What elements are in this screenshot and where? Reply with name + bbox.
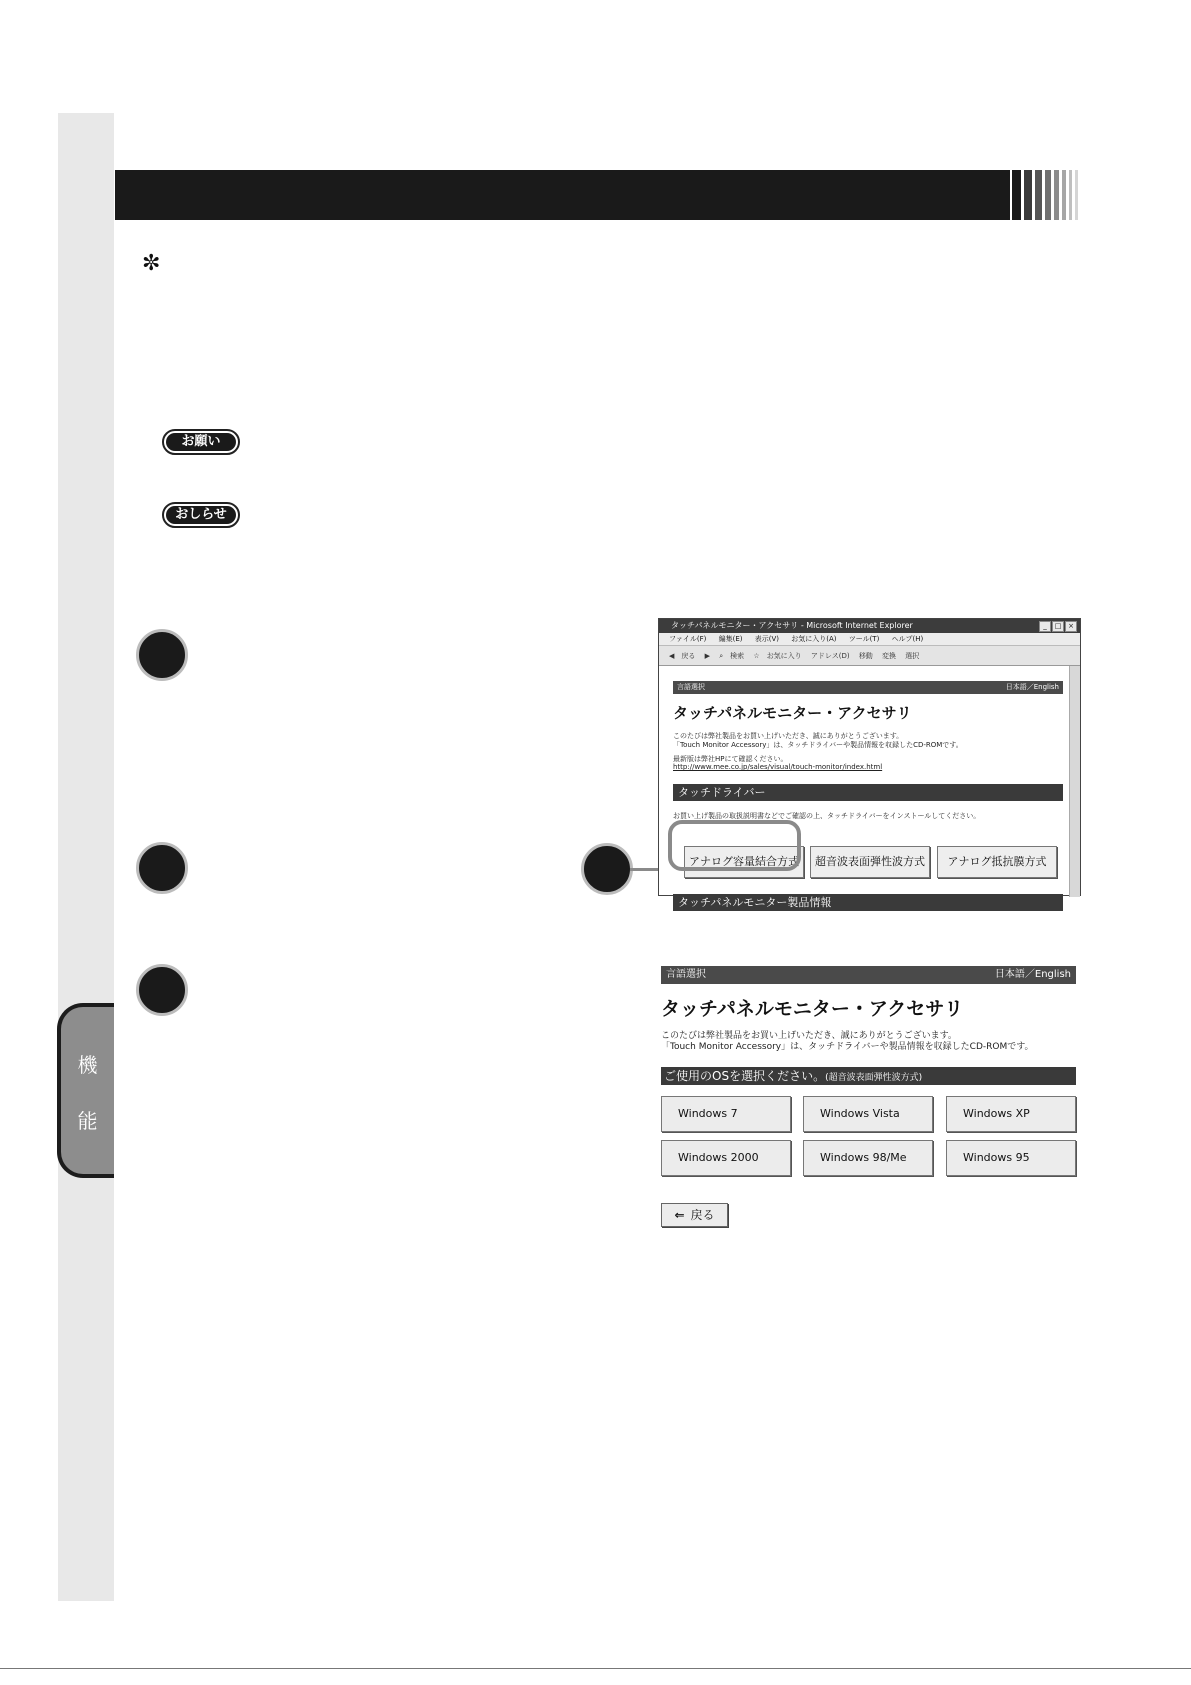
menu-help[interactable]: ヘルプ(H) bbox=[891, 635, 924, 643]
menu-favorites[interactable]: お気に入り(A) bbox=[791, 635, 837, 643]
ie-scrollbar[interactable] bbox=[1069, 666, 1080, 897]
os-button-windows-xp[interactable]: Windows XP bbox=[946, 1096, 1076, 1132]
back-button-label: 戻る bbox=[690, 1208, 715, 1222]
touch-driver-section-bar: タッチドライバー bbox=[673, 784, 1063, 801]
menu-file[interactable]: ファイル(F) bbox=[669, 635, 707, 643]
ie-window-title: タッチパネルモニター・アクセサリ - Microsoft Internet Explorer bbox=[671, 621, 913, 630]
ie-titlebar bbox=[659, 619, 1080, 633]
language-switch[interactable]: 日本語／English bbox=[994, 969, 1071, 980]
section-tab-char-2: 能 bbox=[77, 1109, 98, 1133]
step-marker-2 bbox=[136, 842, 188, 894]
flower-bullet-icon: ✼ bbox=[142, 251, 161, 276]
back-button[interactable] bbox=[661, 1203, 728, 1227]
os-button-windows-98-me[interactable]: Windows 98/Me bbox=[803, 1140, 933, 1176]
toolbar-back[interactable]: 戻る bbox=[681, 652, 696, 660]
intro-line-2: 「Touch Monitor Accessory」は、タッチドライバーや製品情報を収録したCD-ROMです。 bbox=[673, 741, 963, 749]
oshirase-badge bbox=[162, 502, 240, 528]
left-arrow-icon: ⇐ bbox=[674, 1208, 685, 1222]
language-bar-label: 言語選択 bbox=[666, 969, 706, 980]
section-tab bbox=[57, 1003, 114, 1178]
maximize-icon[interactable]: □ bbox=[1052, 621, 1064, 632]
language-bar bbox=[673, 681, 1063, 694]
intro-line-1: このたびは弊社製品をお買い上げいただき、誠にありがとうございます。 bbox=[673, 732, 904, 740]
toolbar-address[interactable]: アドレス(D) bbox=[810, 652, 850, 660]
surface-acoustic-wave-button[interactable]: 超音波表面弾性波方式 bbox=[810, 846, 930, 878]
page-margin-rail bbox=[58, 113, 114, 1601]
intro-line-1: このたびは弊社製品をお買い上げいただき、誠にありがとうございます。 bbox=[661, 1031, 957, 1041]
section-tab-char-1: 機 bbox=[77, 1053, 98, 1077]
analog-resistive-button[interactable]: アナログ抵抗膜方式 bbox=[937, 846, 1057, 878]
onegai-badge-label: お願い bbox=[166, 433, 236, 451]
toolbar-go[interactable]: 移動 bbox=[858, 652, 873, 660]
header-stripe bbox=[1075, 170, 1078, 220]
os-select-subheading: (超音波表面弾性波方式) bbox=[825, 1073, 923, 1083]
ie-toolbar bbox=[659, 646, 1080, 666]
analog-capacitive-button[interactable]: アナログ容量結合方式 bbox=[684, 846, 804, 878]
header-stripe bbox=[1045, 170, 1051, 220]
product-info-section-bar: タッチパネルモニター製品情報 bbox=[673, 894, 1063, 911]
header-stripe bbox=[1012, 170, 1021, 220]
language-bar bbox=[661, 966, 1076, 984]
onegai-badge bbox=[162, 429, 240, 455]
os-button-windows-7[interactable]: Windows 7 bbox=[661, 1096, 791, 1132]
driver-note: お買い上げ製品の取扱説明書などでご確認の上、タッチドライバーをインストールしてください。 bbox=[673, 812, 981, 820]
header-stripe bbox=[1035, 170, 1042, 220]
os-button-windows-95[interactable]: Windows 95 bbox=[946, 1140, 1076, 1176]
os-select-heading: ご使用のOSを選択ください。 bbox=[664, 1069, 826, 1083]
menu-view[interactable]: 表示(V) bbox=[754, 635, 779, 643]
page-title: タッチパネルモニター・アクセサリ bbox=[661, 998, 964, 1020]
oshirase-badge-label: おしらせ bbox=[166, 506, 236, 524]
callout-marker bbox=[581, 843, 633, 895]
toolbar-convert[interactable]: 変換 bbox=[882, 652, 897, 660]
step-marker-1 bbox=[136, 629, 188, 681]
os-select-bar bbox=[661, 1067, 1076, 1085]
toolbar-search[interactable]: 検索 bbox=[730, 652, 745, 660]
language-bar-label: 言語選択 bbox=[677, 683, 705, 691]
header-stripe bbox=[1024, 170, 1032, 220]
chapter-header-bar bbox=[115, 170, 1010, 220]
support-url-link[interactable]: http://www.mee.co.jp/sales/visual/touch-monitor/index.html bbox=[673, 763, 883, 771]
toolbar-favorites[interactable]: お気に入り bbox=[766, 652, 802, 660]
os-button-windows-2000[interactable]: Windows 2000 bbox=[661, 1140, 791, 1176]
back-arrow-icon[interactable]: ◀ bbox=[669, 652, 675, 660]
star-icon: ☆ bbox=[753, 652, 760, 660]
step-marker-3 bbox=[136, 964, 188, 1016]
close-icon[interactable]: × bbox=[1065, 621, 1077, 632]
header-stripe bbox=[1062, 170, 1066, 220]
forward-arrow-icon[interactable]: ▶ bbox=[704, 652, 711, 660]
menu-edit[interactable]: 編集(E) bbox=[718, 635, 743, 643]
minimize-icon[interactable]: _ bbox=[1039, 621, 1051, 632]
intro-line-2: 「Touch Monitor Accessory」は、タッチドライバーや製品情報を収録したCD-ROMです。 bbox=[661, 1042, 1034, 1052]
os-button-windows-vista[interactable]: Windows Vista bbox=[803, 1096, 933, 1132]
menu-tools[interactable]: ツール(T) bbox=[848, 635, 880, 643]
page-title: タッチパネルモニター・アクセサリ bbox=[673, 704, 912, 722]
ie-menubar bbox=[659, 633, 1080, 646]
latest-version-note: 最新版は弊社HPにて確認ください。 bbox=[673, 755, 788, 763]
button-highlight-ring bbox=[668, 820, 801, 871]
toolbar-select[interactable]: 選択 bbox=[905, 652, 920, 660]
language-switch[interactable]: 日本語／English bbox=[1005, 683, 1059, 691]
os-select-screenshot bbox=[661, 966, 1076, 1230]
search-icon: ⌕ bbox=[719, 652, 724, 660]
header-stripe bbox=[1069, 170, 1072, 220]
page-bottom-rule bbox=[0, 1668, 1191, 1669]
header-stripe bbox=[1054, 170, 1059, 220]
